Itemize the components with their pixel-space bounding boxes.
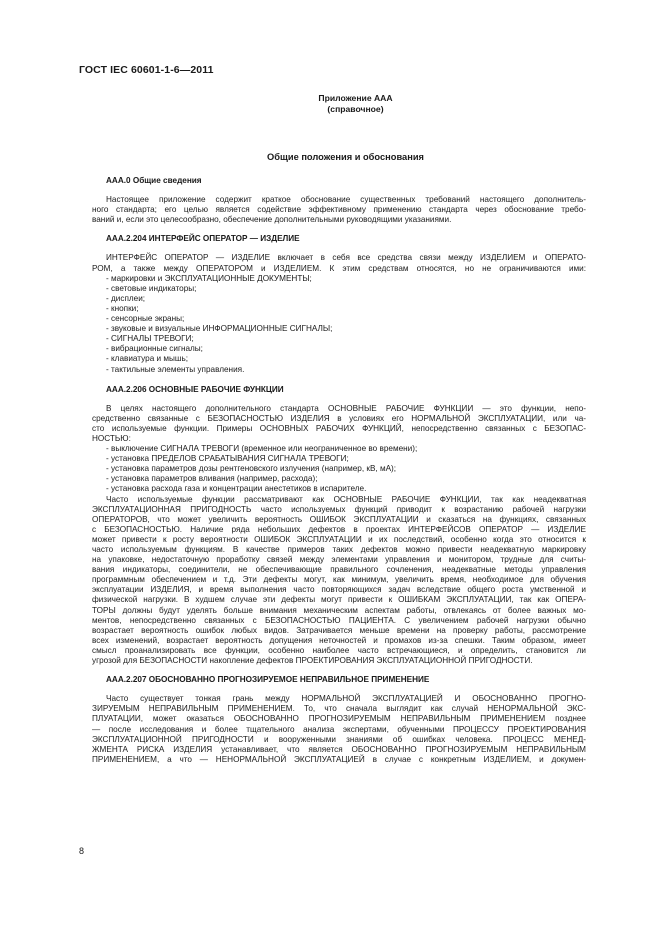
paragraph-line: ЭКСПЛУАТАЦИОННОЙ ПРИГОДНОСТИ и вооруженными знаниями об ошибках человека. ПРОЦЕСС МЕНЕД-	[92, 734, 586, 744]
section-heading: ААА.2.204 ИНТЕРФЕЙС ОПЕРАТОР — ИЗДЕЛИЕ	[106, 234, 300, 244]
paragraph-line: средственно связанные с БЕЗОПАСНОСТЬЮ ИЗДЕЛИЯ в условиях его НОРМАЛЬНОЙ ЭКСПЛУАТАЦИИ, или ча-	[92, 413, 586, 423]
paragraph-line: ЗИРУЕМЫМ НЕПРАВИЛЬНЫМ ПРИМЕНЕНИЕМ. То, что сначала выглядит как случай НЕНОРМАЛЬНОЙ ЭКС-	[92, 704, 586, 714]
list-item: - звуковые и визуальные ИНФОРМАЦИОННЫЕ СИГНАЛЫ;	[106, 324, 333, 334]
list-item: - установка ПРЕДЕЛОВ СРАБАТЫВАНИЯ СИГНАЛА ТРЕВОГИ;	[106, 454, 349, 464]
paragraph-line: РОМ, а также между ОПЕРАТОРОМ и ИЗДЕЛИЕМ. К этим средствам относятся, но не ограничиваются ими:	[92, 263, 586, 273]
paragraph-line: В целях настоящего дополнительного стандарта ОСНОВНЫЕ РАБОЧИЕ ФУНКЦИИ — это функции, непо-	[106, 403, 586, 413]
section-aaa-2-206	[92, 385, 586, 667]
section-title: Общие положения и обоснования	[267, 152, 424, 162]
section-aaa-2-207	[92, 675, 586, 765]
paragraph-line: может привести к росту вероятности ОШИБОК ЭКСПЛУАТАЦИИ и их последствий, особенно когда это относится к	[92, 534, 586, 544]
list-item: - кнопки;	[106, 303, 139, 313]
paragraph-line: ИНТЕРФЕЙС ОПЕРАТОР — ИЗДЕЛИЕ включает в себя все средства связи между ИЗДЕЛИЕМ и ОПЕРАТО-	[106, 253, 586, 263]
appendix-subtitle: (справочное)	[327, 104, 384, 114]
paragraph-line: эксплуатации ИЗДЕЛИЯ, и время выполнения часто повторяющихся задач вследствие общего роста умственной и	[92, 585, 586, 595]
list-item: - СИГНАЛЫ ТРЕВОГИ;	[106, 334, 194, 344]
list-item: - тактильные элементы управления.	[106, 364, 245, 374]
paragraph-line: ТОРЫ должны будут уделять больше внимания механическим аспектам работы, отвлекаясь от более важных мо-	[92, 605, 586, 615]
appendix-title: Приложение ААА	[318, 93, 393, 103]
section-heading: ААА.2.207 ОБОСНОВАННО ПРОГНОЗИРУЕМОЕ НЕПРАВИЛЬНОЕ ПРИМЕНЕНИЕ	[106, 675, 430, 685]
paragraph-line: вания индикаторы, соединители, не обеспечивающие правильного сочленения, неадекватные методы управления	[92, 565, 586, 575]
paragraph-line: угрозой для БЕЗОПАСНОСТИ накопление дефектов ПРОЕКТИРОВАНИЯ ЭКСПЛУАТАЦИОННОЙ ПРИГОДНОСТИ.	[92, 656, 533, 666]
paragraph-line: ПЛУАТАЦИИ, может оказаться ОБОСНОВАННО ПРОГНОЗИРУЕМЫМ НЕПРАВИЛЬНЫМ ПРИМЕНЕНИЕМ позднее	[92, 714, 586, 724]
paragraph-line: ЭКСПЛУАТАЦИОННАЯ ПРИГОДНОСТЬ часто используемых функций приводит к возрастанию рабочей нагрузки	[92, 504, 586, 514]
list-item: - клавиатура и мышь;	[106, 354, 188, 364]
paragraph-line: Настоящее приложение содержит краткое обоснование существенных требований настоящего дополнитель-	[106, 195, 586, 205]
list-item: - световые индикаторы;	[106, 283, 197, 293]
paragraph-line: на упаковке, недостаточную проработку связей между элементами управления и монитором, трудные для считы-	[92, 555, 586, 565]
paragraph-line: ЖМЕНТА РИСКА ИЗДЕЛИЯ устанавливает, что является ОБОСНОВАННО ПРОГНОЗИРУЕМЫМ НЕПРАВИЛЬНЫМ	[92, 744, 586, 754]
section-heading: ААА.2.206 ОСНОВНЫЕ РАБОЧИЕ ФУНКЦИИ	[106, 384, 284, 394]
paragraph-line: всех изменений, возрастает вероятность допущения неточностей и промахов из-за спешки. Таким образом, имеет	[92, 635, 586, 645]
paragraph-line: программным обеспечением и т.д. Эти дефекты могут, как минимум, увеличить время, необходимое для обучения	[92, 575, 586, 585]
list-item: - сенсорные экраны;	[106, 314, 185, 324]
paragraph-line: часто используемым функциям. В качестве примеров таких дефектов можно привести неадекватную маркировку	[92, 545, 586, 554]
page-number: 8	[79, 846, 85, 856]
paragraph-line: ПРИМЕНЕНИЕМ, а что — НЕНОРМАЛЬНОЙ ЭКСПЛУАТАЦИЕЙ в случае с конкретным ИЗДЕЛИЕМ, и докумен-	[92, 754, 586, 764]
list-item: - маркировки и ЭКСПЛУАТАЦИОННЫЕ ДОКУМЕНТЫ;	[106, 273, 312, 283]
paragraph-line: сто используемые функции. Примеры ОСНОВНЫХ РАБОЧИХ ФУНКЦИЙ, непосредственно связанных с БЕЗОПАС-	[92, 423, 586, 433]
paragraph-line: физической нагрузки. В худшем случае эти дефекты могут привести к ОШИБКАМ ЭКСПЛУАТАЦИИ, так как ОПЕРА-	[92, 595, 586, 605]
list-item: - установка расхода газа и концентрации анестетиков в испарителе.	[106, 484, 367, 494]
list-item: - выключение СИГНАЛА ТРЕВОГИ (временное или неограниченное во времени);	[106, 444, 418, 454]
paragraph-line: ментов, непосредственно связанных с БЕЗОПАСНОСТЬЮ ПАЦИЕНТА. С увеличением рабочей нагрузки обычно	[92, 615, 586, 625]
list-item: - вибрационные сигналы;	[106, 344, 203, 354]
list-item: - установка параметров вливания (например, расхода);	[106, 474, 318, 484]
paragraph-line: Часто существует тонкая грань между НОРМАЛЬНОЙ ЭКСПЛУАТАЦИЕЙ И ОБОСНОВАННО ПРОГНО-	[106, 694, 586, 704]
list-item: - установка параметров дозы рентгеновского излучения (например, кВ, мА);	[106, 464, 397, 474]
paragraph-line: ного стандарта; его целью является содействие эффективному применению стандарта через обоснование требо-	[92, 205, 586, 215]
section-aaa-2-204	[92, 234, 586, 374]
paragraph-line: возрастает вероятность ошибок любых видов. Затрачивается меньше времени на проверку работы, рассмотрение	[92, 625, 586, 635]
paragraph-line: с БЕЗОПАСНОСТЬЮ. Наличие ряда небольших дефектов в проектах ИНТЕРФЕЙСОВ ОПЕРАТОР — ИЗДЕЛИЕ	[92, 524, 586, 534]
appendix-heading	[0, 93, 661, 115]
paragraph-line: смысл проанализировать все функции, особенно наиболее часто встречающиеся, и определить, становится ли	[92, 645, 586, 655]
document-header: ГОСТ IEC 60601-1-6—2011	[79, 64, 214, 76]
paragraph-line: НОСТЬЮ:	[92, 433, 131, 443]
list-item: - дисплеи;	[106, 293, 146, 303]
paragraph-line: Часто используемые функции рассматривают как ОСНОВНЫЕ РАБОЧИЕ ФУНКЦИИ, так как неадекватная	[106, 494, 586, 504]
paragraph-line: ОПЕРАТОРОВ, что может увеличить вероятность ОШИБОК ЭКСПЛУАТАЦИИ и сказаться на функциях, связанных	[92, 514, 586, 524]
paragraph-line: ваний и, если это целесообразно, обеспечение дополнительными руководящими указаниями.	[92, 215, 452, 225]
paragraph-line: — после исследования и более тщательного анализа экспертами, обученными ПРОЦЕССУ ПРОЕКТИРОВАНИЯ	[92, 724, 586, 734]
section-heading: ААА.0 Общие сведения	[106, 176, 202, 185]
section-aaa-0	[92, 176, 586, 225]
document-body	[92, 176, 586, 765]
